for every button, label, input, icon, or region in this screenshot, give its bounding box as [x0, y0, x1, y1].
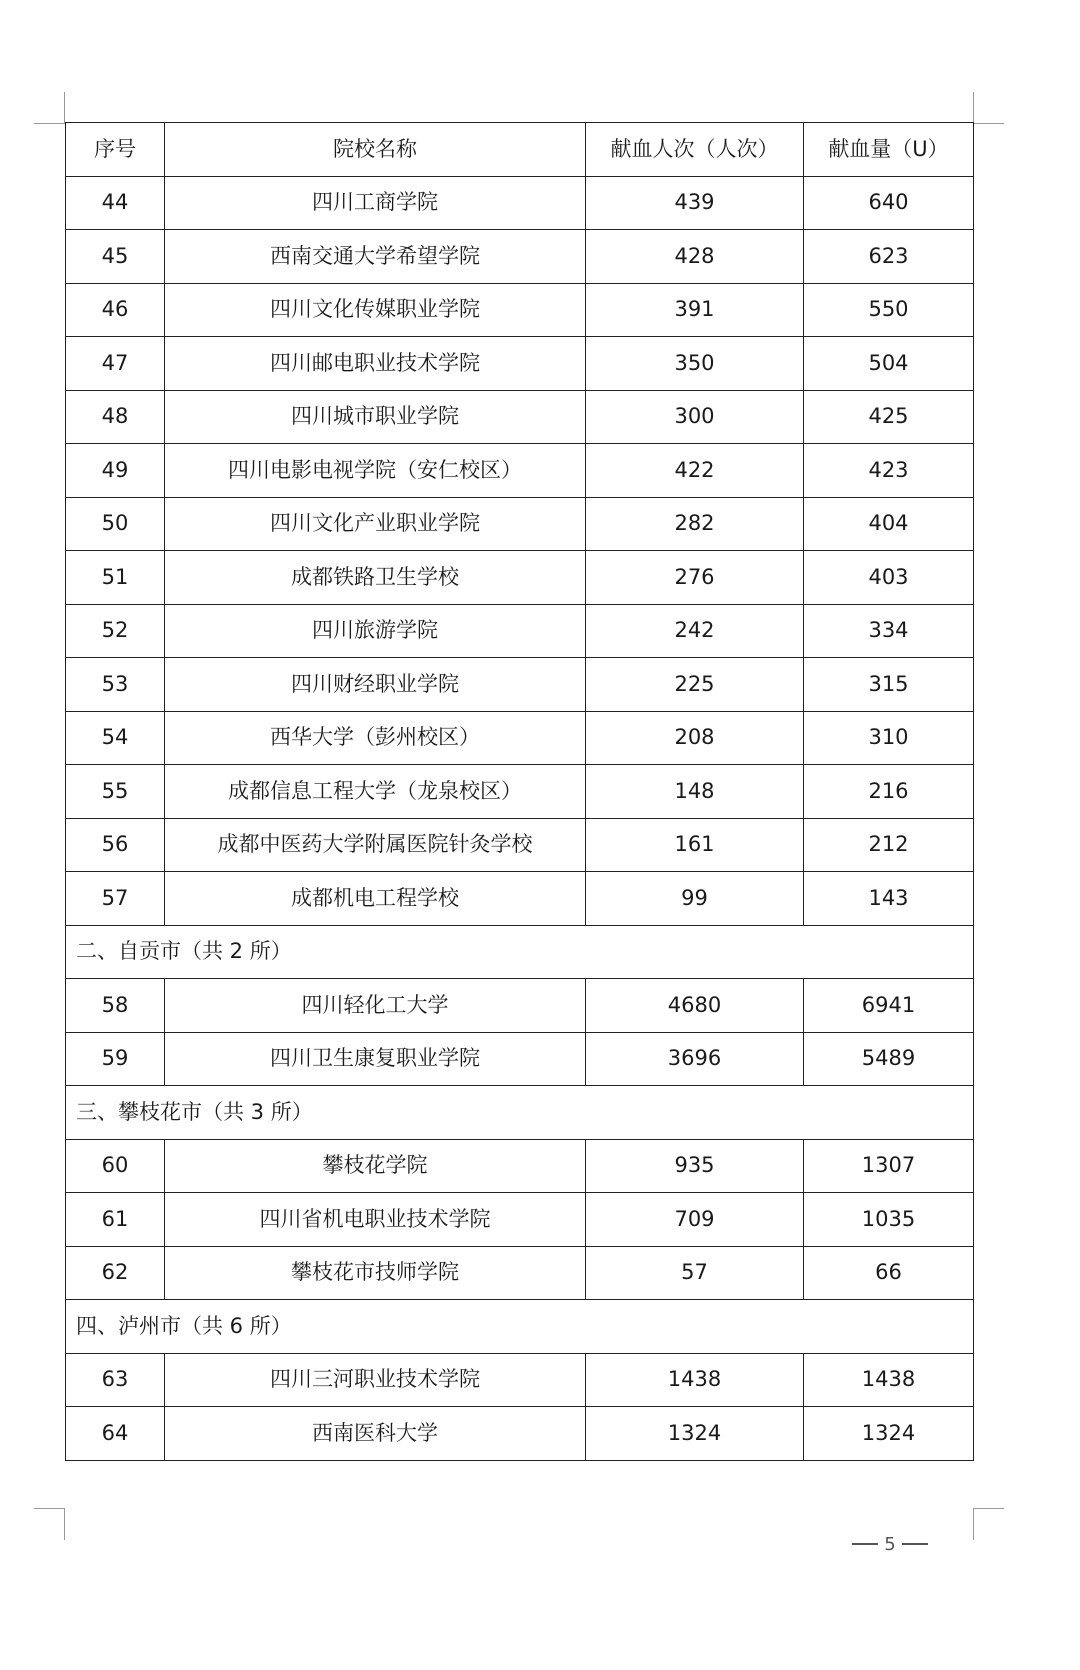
page-number: 5 — [884, 1533, 896, 1555]
cell-index: 60 — [66, 1139, 165, 1193]
cell-index: 55 — [66, 765, 165, 819]
cell-school-name: 西南医科大学 — [165, 1407, 586, 1461]
table-row — [66, 1353, 974, 1407]
cell-donation-volume: 66 — [804, 1246, 974, 1300]
crop-mark-top-right-h — [973, 123, 1004, 124]
table-row — [66, 872, 974, 926]
cell-donation-count: 99 — [586, 872, 804, 926]
cell-school-name: 四川卫生康复职业学院 — [165, 1032, 586, 1086]
cell-donation-volume: 425 — [804, 390, 974, 444]
table-row — [66, 979, 974, 1033]
cell-school-name: 四川邮电职业技术学院 — [165, 337, 586, 391]
cell-donation-volume: 143 — [804, 872, 974, 926]
table-row — [66, 1032, 974, 1086]
cell-donation-volume: 640 — [804, 176, 974, 230]
cell-index: 58 — [66, 979, 165, 1033]
table-row — [66, 283, 974, 337]
cell-donation-volume: 1324 — [804, 1407, 974, 1461]
header-donation-count: 献血人次（人次） — [586, 123, 804, 177]
cell-donation-count: 57 — [586, 1246, 804, 1300]
cell-donation-count: 208 — [586, 711, 804, 765]
cell-index: 44 — [66, 176, 165, 230]
cell-index: 63 — [66, 1353, 165, 1407]
cell-index: 54 — [66, 711, 165, 765]
table-row — [66, 604, 974, 658]
cell-donation-count: 148 — [586, 765, 804, 819]
cell-school-name: 成都中医药大学附属医院针灸学校 — [165, 818, 586, 872]
cell-donation-count: 225 — [586, 658, 804, 712]
table-row — [66, 1193, 974, 1247]
cell-index: 64 — [66, 1407, 165, 1461]
cell-index: 50 — [66, 497, 165, 551]
table-row — [66, 1139, 974, 1193]
cell-donation-volume: 315 — [804, 658, 974, 712]
cell-donation-volume: 1035 — [804, 1193, 974, 1247]
cell-index: 62 — [66, 1246, 165, 1300]
cell-school-name: 四川三河职业技术学院 — [165, 1353, 586, 1407]
cell-donation-volume: 623 — [804, 230, 974, 284]
cell-school-name: 四川省机电职业技术学院 — [165, 1193, 586, 1247]
crop-mark-bottom-left-h — [34, 1508, 65, 1509]
blood-donation-table — [65, 122, 974, 1461]
crop-mark-top-left-v — [64, 92, 65, 124]
cell-index: 46 — [66, 283, 165, 337]
cell-school-name: 四川工商学院 — [165, 176, 586, 230]
cell-donation-count: 300 — [586, 390, 804, 444]
cell-school-name: 四川旅游学院 — [165, 604, 586, 658]
section-row — [66, 925, 974, 979]
cell-donation-count: 242 — [586, 604, 804, 658]
cell-donation-count: 1324 — [586, 1407, 804, 1461]
header-donation-volume: 献血量（U） — [804, 123, 974, 177]
table-row — [66, 176, 974, 230]
cell-donation-volume: 6941 — [804, 979, 974, 1033]
cell-school-name: 四川电影电视学院（安仁校区） — [165, 444, 586, 498]
table-row — [66, 390, 974, 444]
cell-donation-volume: 550 — [804, 283, 974, 337]
cell-donation-count: 391 — [586, 283, 804, 337]
cell-donation-count: 428 — [586, 230, 804, 284]
cell-donation-count: 1438 — [586, 1353, 804, 1407]
cell-index: 57 — [66, 872, 165, 926]
cell-donation-count: 282 — [586, 497, 804, 551]
cell-school-name: 成都机电工程学校 — [165, 872, 586, 926]
table-row — [66, 658, 974, 712]
cell-index: 49 — [66, 444, 165, 498]
crop-mark-top-right-v — [973, 92, 974, 124]
cell-donation-count: 709 — [586, 1193, 804, 1247]
section-row — [66, 1300, 974, 1354]
table-row — [66, 1407, 974, 1461]
cell-donation-volume: 5489 — [804, 1032, 974, 1086]
cell-index: 61 — [66, 1193, 165, 1247]
cell-school-name: 四川财经职业学院 — [165, 658, 586, 712]
cell-donation-volume: 504 — [804, 337, 974, 391]
crop-mark-top-left-h — [34, 123, 65, 124]
table-row — [66, 1246, 974, 1300]
crop-mark-bottom-right-v — [973, 1508, 974, 1540]
cell-donation-volume: 334 — [804, 604, 974, 658]
crop-mark-bottom-right-h — [973, 1508, 1004, 1509]
footer-dash-right — [902, 1543, 928, 1545]
cell-donation-volume: 212 — [804, 818, 974, 872]
table-header-row — [66, 123, 974, 177]
section-row — [66, 1086, 974, 1140]
cell-school-name: 西华大学（彭州校区） — [165, 711, 586, 765]
cell-donation-volume: 403 — [804, 551, 974, 605]
cell-index: 59 — [66, 1032, 165, 1086]
cell-school-name: 攀枝花学院 — [165, 1139, 586, 1193]
table-row — [66, 818, 974, 872]
cell-index: 45 — [66, 230, 165, 284]
cell-donation-count: 935 — [586, 1139, 804, 1193]
cell-school-name: 四川轻化工大学 — [165, 979, 586, 1033]
section-label: 二、自贡市（共 2 所） — [66, 925, 974, 979]
section-label: 三、攀枝花市（共 3 所） — [66, 1086, 974, 1140]
table-row — [66, 497, 974, 551]
cell-donation-volume: 404 — [804, 497, 974, 551]
cell-index: 56 — [66, 818, 165, 872]
table-row — [66, 230, 974, 284]
header-school-name: 院校名称 — [165, 123, 586, 177]
cell-donation-volume: 310 — [804, 711, 974, 765]
cell-index: 53 — [66, 658, 165, 712]
table-body — [66, 123, 974, 1461]
cell-school-name: 攀枝花市技师学院 — [165, 1246, 586, 1300]
cell-donation-count: 439 — [586, 176, 804, 230]
cell-school-name: 西南交通大学希望学院 — [165, 230, 586, 284]
cell-index: 48 — [66, 390, 165, 444]
cell-school-name: 成都铁路卫生学校 — [165, 551, 586, 605]
table-row — [66, 711, 974, 765]
cell-index: 51 — [66, 551, 165, 605]
cell-school-name: 成都信息工程大学（龙泉校区） — [165, 765, 586, 819]
section-label: 四、泸州市（共 6 所） — [66, 1300, 974, 1354]
cell-donation-count: 4680 — [586, 979, 804, 1033]
crop-mark-bottom-left-v — [64, 1508, 65, 1540]
cell-index: 52 — [66, 604, 165, 658]
cell-donation-count: 161 — [586, 818, 804, 872]
cell-school-name: 四川城市职业学院 — [165, 390, 586, 444]
cell-donation-count: 3696 — [586, 1032, 804, 1086]
table-row — [66, 444, 974, 498]
page-footer — [850, 1530, 930, 1558]
cell-donation-volume: 1438 — [804, 1353, 974, 1407]
cell-donation-volume: 1307 — [804, 1139, 974, 1193]
cell-school-name: 四川文化传媒职业学院 — [165, 283, 586, 337]
header-index: 序号 — [66, 123, 165, 177]
cell-index: 47 — [66, 337, 165, 391]
table-row — [66, 765, 974, 819]
cell-school-name: 四川文化产业职业学院 — [165, 497, 586, 551]
footer-dash-left — [852, 1543, 878, 1545]
cell-donation-count: 422 — [586, 444, 804, 498]
cell-donation-volume: 216 — [804, 765, 974, 819]
table-row — [66, 551, 974, 605]
cell-donation-volume: 423 — [804, 444, 974, 498]
cell-donation-count: 276 — [586, 551, 804, 605]
table-row — [66, 337, 974, 391]
cell-donation-count: 350 — [586, 337, 804, 391]
